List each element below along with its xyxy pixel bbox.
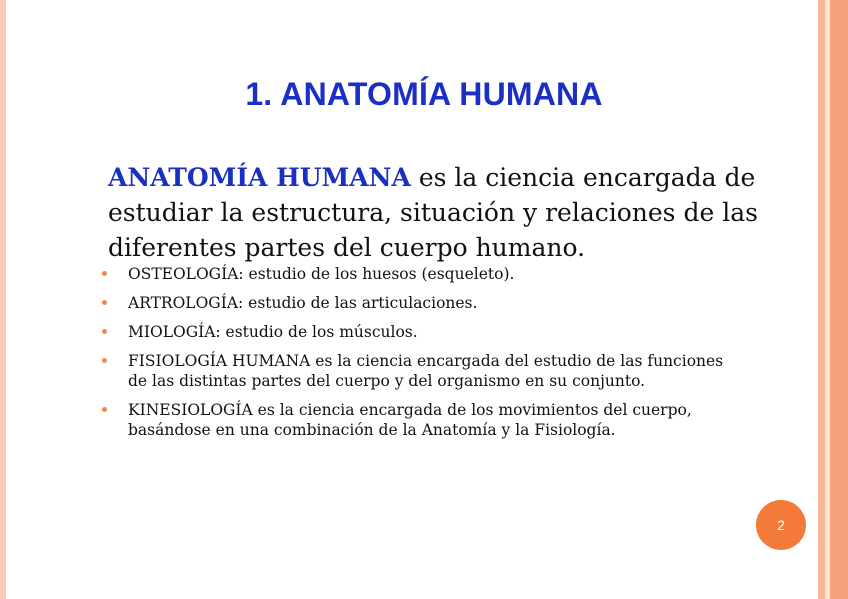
list-item-text: OSTEOLOGÍA: estudio de los huesos (esqueleto).: [128, 265, 515, 283]
bullet-list: [100, 264, 740, 449]
slide-title: 1. ANATOMÍA HUMANA: [245, 76, 603, 112]
page-number: 2: [777, 517, 785, 533]
list-item-text: MIOLOGÍA: estudio de los músculos.: [128, 323, 418, 341]
bullet-icon: [102, 358, 107, 363]
list-item: [100, 293, 740, 313]
intro-paragraph: [108, 160, 758, 265]
bullet-icon: [102, 300, 107, 305]
list-item: [100, 322, 740, 342]
bullet-icon: [102, 329, 107, 334]
list-item: [100, 351, 740, 391]
intro-text: es la ciencia encargada de estudiar la estructura, situación y relaciones de las diferentes partes del cuerpo humano.: [108, 163, 758, 262]
bullet-icon: [102, 271, 107, 276]
page-number-badge: [756, 500, 806, 550]
list-item-text: FISIOLOGÍA HUMANA es la ciencia encargada del estudio de las funciones de las distintas partes del cuerpo y del organismo en su conjunto.: [128, 352, 724, 390]
intro-term: ANATOMÍA HUMANA: [108, 163, 411, 192]
list-item-text: KINESIOLOGÍA es la ciencia encargada de los movimientos del cuerpo, basándose en una combinación de la Anatomía y la Fisiología.: [128, 401, 692, 439]
list-item: [100, 400, 740, 440]
list-item: [100, 264, 740, 284]
list-item-text: ARTROLOGÍA: estudio de las articulaciones.: [128, 294, 478, 312]
bullet-icon: [102, 407, 107, 412]
